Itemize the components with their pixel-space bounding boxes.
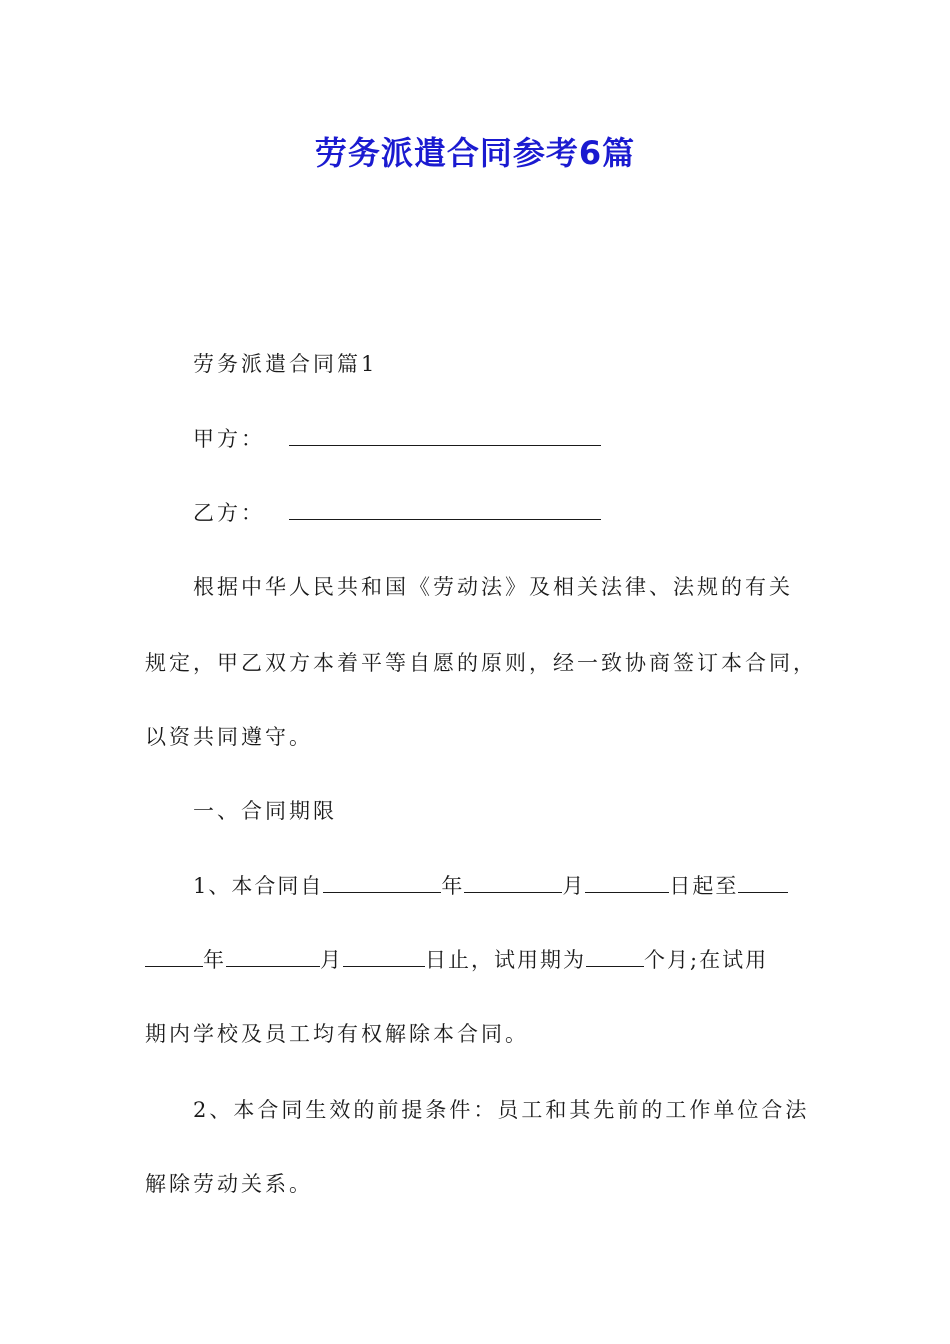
term-line-3: 期内学校及员工均有权解除本合同。 bbox=[145, 1022, 529, 1046]
clause1-heading: 一、合同期限 bbox=[193, 799, 337, 823]
term2-months-suffix: 个月;在试用 bbox=[644, 948, 769, 972]
end-year-blank-part1[interactable] bbox=[738, 872, 788, 893]
term2-month-label: 月 bbox=[320, 948, 343, 972]
end-day-blank[interactable] bbox=[343, 946, 425, 967]
intro-line-2: 规定，甲乙双方本着平等自愿的原则，经一致协商签订本合同， bbox=[145, 651, 817, 675]
end-month-blank[interactable] bbox=[226, 946, 320, 967]
start-year-blank[interactable] bbox=[323, 872, 441, 893]
document-title: 劳务派遣合同参考6篇 bbox=[314, 134, 636, 172]
start-day-blank[interactable] bbox=[585, 872, 669, 893]
term-year-label: 年 bbox=[441, 874, 465, 898]
party-b-line bbox=[193, 497, 863, 527]
intro-line-3: 以资共同遵守。 bbox=[145, 725, 313, 749]
item2-line-1: 2、本合同生效的前提条件：员工和其先前的工作单位合法 bbox=[193, 1098, 810, 1122]
item2-line-2: 解除劳动关系。 bbox=[145, 1172, 313, 1196]
term-month-label: 月 bbox=[562, 874, 586, 898]
party-a-label: 甲方： bbox=[193, 427, 265, 451]
term-line-1 bbox=[193, 870, 863, 900]
end-year-blank-part2[interactable] bbox=[145, 946, 203, 967]
intro-line-1: 根据中华人民共和国《劳动法》及相关法律、法规的有关 bbox=[193, 575, 793, 599]
term-line-2 bbox=[145, 944, 815, 974]
probation-months-blank[interactable] bbox=[586, 946, 644, 967]
start-month-blank[interactable] bbox=[464, 872, 562, 893]
party-a-blank[interactable] bbox=[289, 425, 601, 446]
term2-year-label: 年 bbox=[203, 948, 226, 972]
party-a-line bbox=[193, 423, 863, 453]
party-b-blank[interactable] bbox=[289, 499, 601, 520]
party-b-label: 乙方： bbox=[193, 501, 265, 525]
term-prefix: 1、本合同自 bbox=[193, 874, 324, 898]
term2-day-to-label: 日止，试用期为 bbox=[425, 948, 586, 972]
term-day-from-label: 日起至 bbox=[669, 874, 739, 898]
section-heading: 劳务派遣合同篇1 bbox=[193, 352, 378, 376]
